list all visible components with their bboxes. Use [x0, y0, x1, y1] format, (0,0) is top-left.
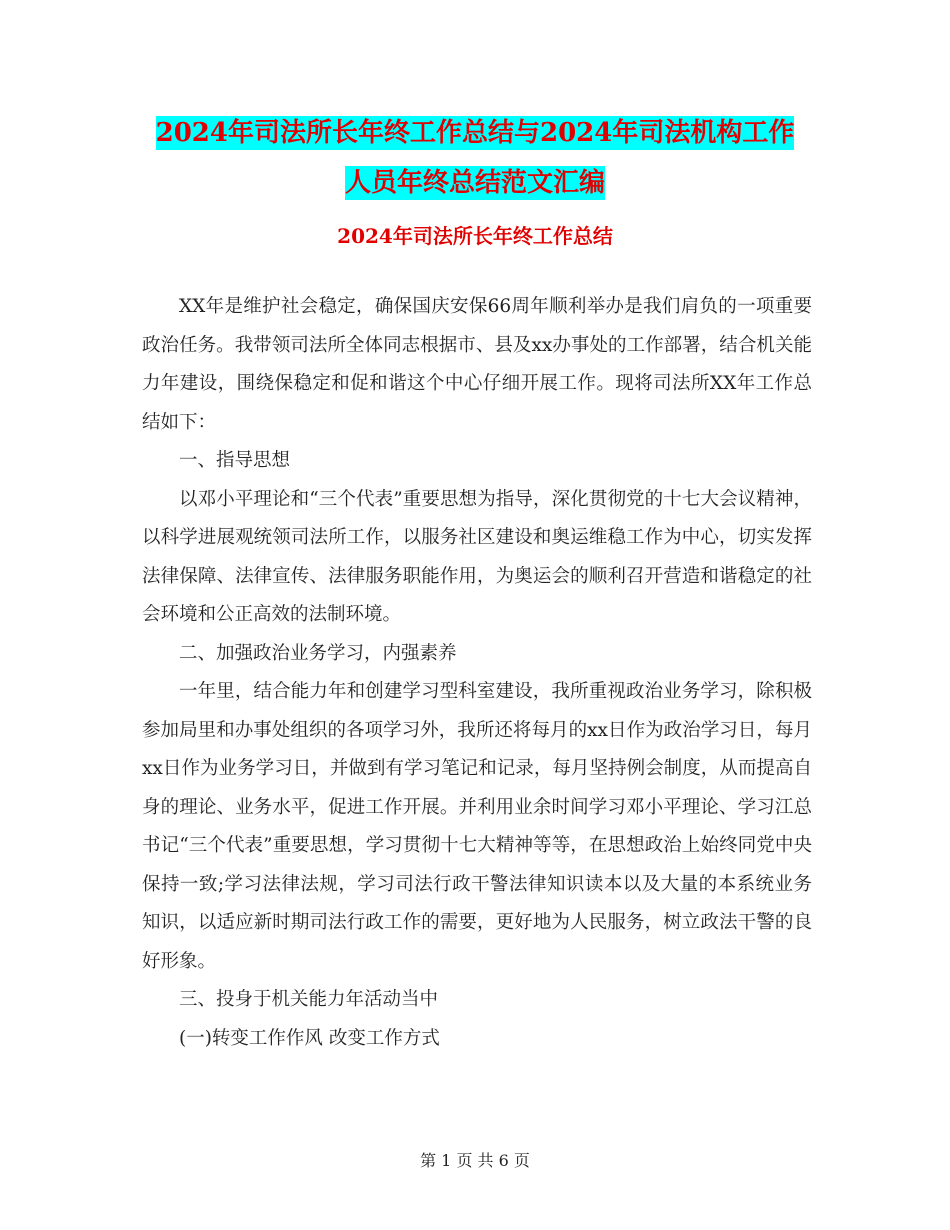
heading-capability-year: 三、投身于机关能力年活动当中 [179, 989, 439, 1010]
document-title [0, 108, 950, 208]
heading-guiding-ideology: 一、指导思想 [179, 450, 291, 471]
title-line-2: 人员年终总结范文汇编 [344, 168, 605, 198]
subheading-work-style: (一)转变工作作风 改变工作方式 [179, 1027, 440, 1049]
paragraph-guiding-ideology: 以邓小平理论和“三个代表”重要思想为指导，深化贯彻党的十七大会议精神，以科学进展观统领司法所工作，以服务社区建设和奥运维稳工作为中心，切实发挥法律保障、法律宣传、法律服务职能作用，为奥运会的顺利召开营造和谐稳定的社会环境和公正高效的法制环境。 [142, 488, 812, 625]
heading-political-study: 二、加强政治业务学习，内强素养 [179, 642, 457, 664]
section-title: 2024年司法所长年终工作总结 [337, 224, 613, 248]
document-body [142, 288, 812, 1058]
paragraph-intro: XX年是维护社会稳定，确保国庆安保66周年顺利举办是我们肩负的一项重要政治任务。我带领司法所全体同志根据市、县及xx办事处的工作部署，结合机关能力年建设，围绕保稳定和促和谐这个中心仔细开展工作。现将司法所XX年工作总结如下： [142, 296, 812, 433]
paragraph-political-study: 一年里，结合能力年和创建学习型科室建设，我所重视政治业务学习，除积极参加局里和办事处组织的各项学习外，我所还将每月的xx日作为政治学习日，每月xx日作为业务学习日，并做到有学习笔记和记录，每月坚持例会制度，从而提高自身的理论、业务水平，促进工作开展。并利用业余时间学习邓小平理论、学习江总书记“三个代表”重要思想，学习贯彻十七大精神等等，在思想政治上始终同党中央保持一致;学习法律法规，学习司法行政干警法律知识读本以及大量的本系统业务知识，以适应新时期司法行政工作的需要，更好地为人民服务，树立政法干警的良好形象。 [142, 681, 812, 972]
page-number: 第 1 页 共 6 页 [420, 1151, 530, 1170]
title-line-1: 2024年司法所长年终工作总结与2024年司法机构工作 [155, 118, 795, 148]
